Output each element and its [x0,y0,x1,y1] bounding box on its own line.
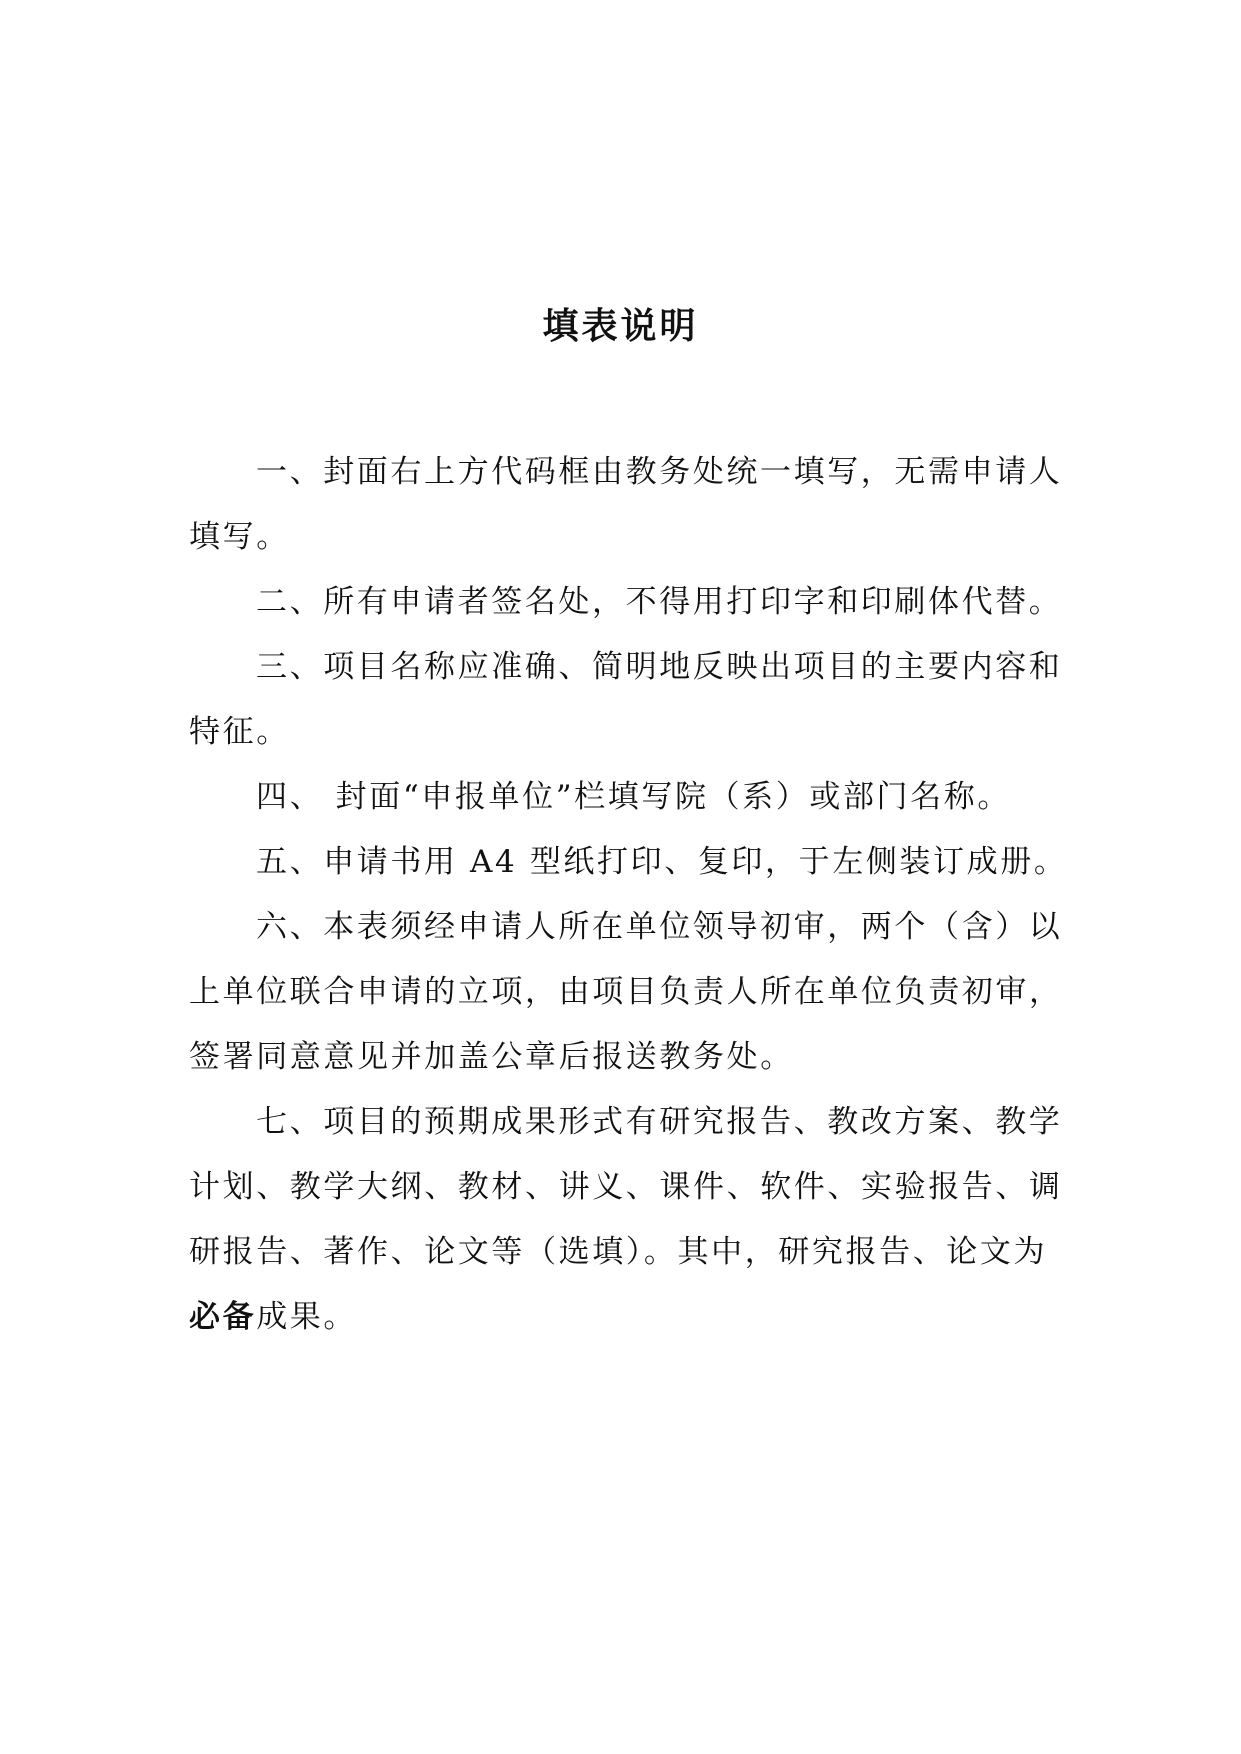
item-2-line-1: 二、所有申请者签名处，不得用打印字和印刷体代替。 [256,584,1063,620]
item-7-line-2: 计划、教学大纲、教材、讲义、课件、软件、实验报告、调 [189,1169,1063,1205]
item-3-line-2: 特征。 [189,714,290,750]
item-6-line-1: 六、本表须经申请人所在单位领导初审，两个（含）以 [256,909,1063,945]
item-3-line-1: 三、项目名称应准确、简明地反映出项目的主要内容和 [256,649,1063,685]
item-7-line-1: 七、项目的预期成果形式有研究报告、教改方案、教学 [256,1104,1063,1140]
page-title: 填表说明 [542,306,699,347]
required-emphasis: 必备 [189,1299,257,1335]
item-1-line-1: 一、封面右上方代码框由教务处统一填写，无需申请人 [256,454,1063,490]
item-5-line-1: 五、申请书用 A4 型纸打印、复印，于左侧装订成册。 [256,844,1068,880]
item-6-line-2: 上单位联合申请的立项，由项目负责人所在单位负责初审， [189,974,1063,1010]
item-1-line-2: 填写。 [189,519,290,555]
item-7-line-4 [189,1295,1069,1339]
item-4-line-1: 四、 封面“申报单位”栏填写院（系）或部门名称。 [256,779,1011,815]
item-7-line-4-rest: 成果。 [256,1299,358,1335]
item-6-line-3: 签署同意意见并加盖公章后报送教务处。 [189,1039,794,1075]
item-7-line-3: 研报告、著作、论文等（选填）。其中，研究报告、论文为 [189,1234,1048,1270]
